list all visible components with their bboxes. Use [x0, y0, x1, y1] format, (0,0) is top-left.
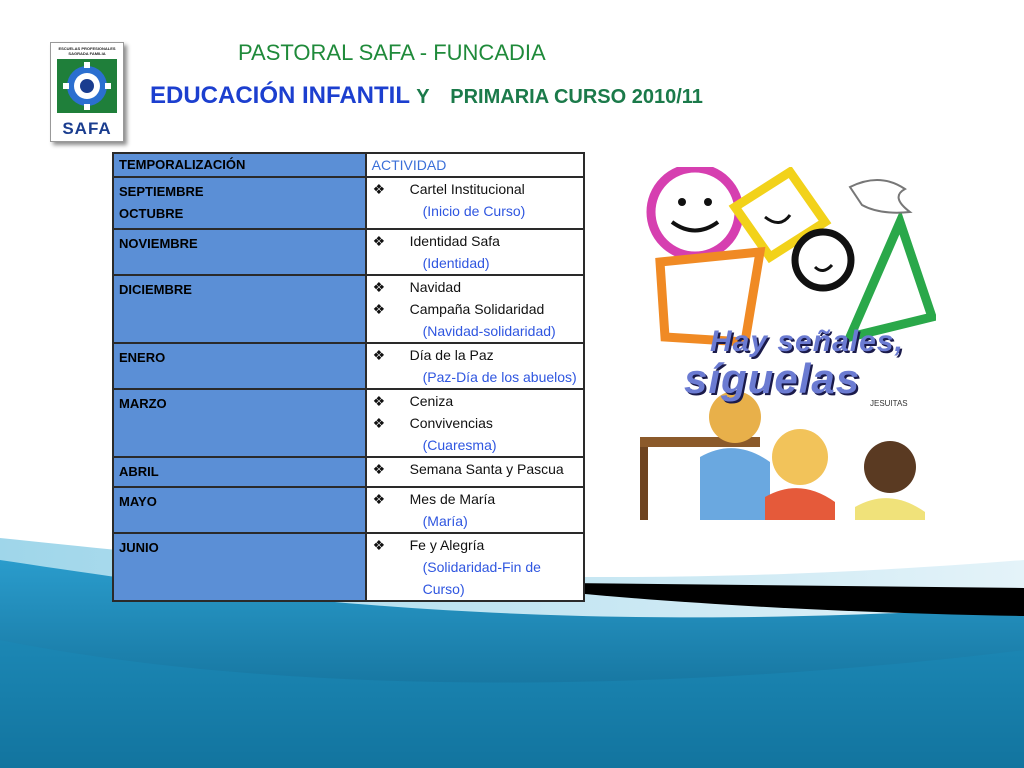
activity-label: Mes de María — [409, 491, 496, 507]
diamond-bullet-icon: ❖ — [372, 301, 386, 317]
month-cell — [113, 275, 366, 343]
activity-label: Semana Santa y Pascua — [409, 461, 564, 477]
month-label: MAYO — [119, 494, 157, 509]
table-row — [113, 229, 584, 275]
activity-theme: (Identidad) — [422, 255, 490, 271]
table-row — [113, 457, 584, 487]
header-activity-cell: ACTIVIDAD — [366, 153, 584, 177]
month-cell — [113, 457, 366, 487]
month-label: JUNIO — [119, 540, 159, 555]
table-row — [113, 343, 584, 389]
month-cell — [113, 389, 366, 457]
safa-logo — [50, 42, 124, 142]
table-row — [113, 275, 584, 343]
table-row — [113, 487, 584, 533]
logo-word: SAFA — [62, 119, 112, 138]
activity-item — [367, 298, 583, 320]
page-subtitle — [150, 82, 703, 110]
activity-item — [367, 344, 583, 366]
activity-label: Navidad — [409, 279, 461, 295]
activity-theme: (Solidaridad-Fin de Curso) — [422, 559, 541, 597]
activity-label: Campaña Solidaridad — [409, 301, 545, 317]
activity-item — [367, 276, 583, 298]
logo-caption: ESCUELAS PROFESIONALES SAGRADA FAMILIA — [58, 46, 116, 56]
month-label: DICIEMBRE — [119, 282, 192, 297]
activity-label: Cartel Institucional — [409, 181, 525, 197]
month-label: MARZO — [119, 396, 167, 411]
activity-item — [367, 178, 583, 200]
table-row — [113, 533, 584, 601]
diamond-bullet-icon: ❖ — [372, 233, 386, 249]
subtitle-part2: Y — [416, 86, 430, 108]
header-month-cell: TEMPORALIZACIÓN — [113, 153, 366, 177]
table-header-row — [113, 153, 584, 177]
diamond-bullet-icon: ❖ — [372, 279, 386, 295]
activity-cell — [366, 343, 584, 389]
month-label: SEPTIEMBRE — [119, 184, 204, 199]
illustration-heading: Hay señales, — [710, 325, 904, 358]
diamond-bullet-icon: ❖ — [372, 181, 386, 197]
activity-label: Identidad Safa — [409, 233, 500, 249]
month-label: ABRIL — [119, 464, 159, 479]
month-label: OCTUBRE — [119, 206, 184, 221]
activity-theme: (Paz-Día de los abuelos) — [422, 369, 577, 385]
activity-theme: (María) — [422, 513, 468, 529]
activity-item — [367, 390, 583, 412]
activity-item — [367, 412, 583, 434]
month-label: NOVIEMBRE — [119, 236, 198, 251]
activity-item — [367, 230, 583, 252]
activity-cell — [366, 229, 584, 275]
diamond-bullet-icon: ❖ — [372, 415, 386, 431]
subtitle-part1: EDUCACIÓN INFANTIL — [150, 82, 410, 109]
activity-item — [367, 488, 583, 510]
activity-theme: (Cuaresma) — [422, 437, 497, 453]
table-row — [113, 177, 584, 229]
activity-cell — [366, 487, 584, 533]
month-label: ENERO — [119, 350, 166, 365]
diamond-bullet-icon: ❖ — [372, 491, 386, 507]
page-title: PASTORAL SAFA - FUNCADIA — [238, 40, 546, 65]
activity-cell — [366, 389, 584, 457]
month-cell — [113, 343, 366, 389]
month-cell — [113, 533, 366, 601]
activity-theme: (Navidad-solidaridad) — [422, 323, 556, 339]
activity-theme: (Inicio de Curso) — [422, 203, 526, 219]
activity-label: Día de la Paz — [409, 347, 494, 363]
logo-emblem-icon — [57, 59, 117, 113]
diamond-bullet-icon: ❖ — [372, 461, 386, 477]
activity-item — [367, 458, 583, 480]
month-cell — [113, 229, 366, 275]
table-row — [113, 389, 584, 457]
subtitle-part3: PRIMARIA CURSO 2010/11 — [450, 86, 703, 108]
schedule-table — [112, 152, 585, 602]
activity-item — [367, 534, 583, 556]
activity-cell — [366, 275, 584, 343]
diamond-bullet-icon: ❖ — [372, 537, 386, 553]
diamond-bullet-icon: ❖ — [372, 347, 386, 363]
signs-illustration — [640, 167, 936, 520]
activity-label: Ceniza — [409, 393, 454, 409]
illustration-subheading: síguelas — [684, 355, 861, 402]
month-cell — [113, 177, 366, 229]
illustration-brand: JESUITAS — [870, 399, 908, 408]
month-cell — [113, 487, 366, 533]
activity-label: Fe y Alegría — [409, 537, 485, 553]
activity-cell — [366, 177, 584, 229]
diamond-bullet-icon: ❖ — [372, 393, 386, 409]
activity-cell — [366, 457, 584, 487]
activity-label: Convivencias — [409, 415, 493, 431]
activity-cell — [366, 533, 584, 601]
